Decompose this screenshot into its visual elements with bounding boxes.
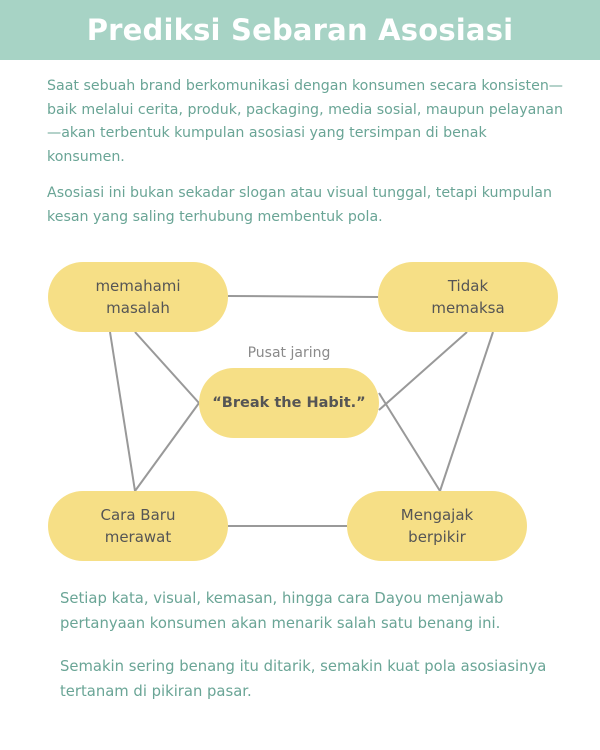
edge-topleft-center [135,332,199,403]
node-line: Cara Baru [100,506,176,524]
node-mengajak-berpikir [347,491,527,561]
edge-topright-bottomright-outer [440,332,493,491]
edge-topright-center [379,332,467,410]
edge-center-bottomright [379,393,440,491]
edge-topleft-bottomleft-outer [110,332,135,491]
node-tidak-memaksa [378,262,558,332]
outro-paragraph-2: Semakin sering benang itu ditarik, semakin kuat pola asosiasinya tertanam di pikiran pasar. [60,658,547,700]
node-cara-baru-merawat [48,491,228,561]
center-text: “Break the Habit.” [212,395,366,411]
intro-paragraph-1: Saat sebuah brand berkomunikasi dengan konsumen secara konsisten—baik melalui cerita, produk, packaging, media sosial, maupun pelayanan—akan terbentuk kumpulan asosiasi yang tersimpan di benak konsumen. [47,78,563,165]
node-line: memahami [95,277,181,295]
node-line: merawat [104,528,172,546]
node-memahami-masalah [48,262,228,332]
node-line: masalah [106,299,170,317]
node-line: memaksa [431,299,505,317]
intro-paragraph-2: Asosiasi ini bukan sekadar slogan atau visual tunggal, tetapi kumpulan kesan yang saling terhubung membentuk pola. [47,185,552,225]
node-line: Tidak [447,277,489,295]
node-line: Mengajak [400,506,474,524]
edge-topleft-topright [228,296,378,297]
outro-paragraph-1: Setiap kata, visual, kemasan, hingga cara Dayou menjawab pertanyaan konsumen akan menarik salah satu benang ini. [60,590,504,632]
node-line: berpikir [408,528,466,546]
page-title: Prediksi Sebaran Asosiasi [86,13,514,47]
center-caption: Pusat jaring [247,345,331,361]
edge-center-bottomleft [135,403,199,491]
node-center-break-the-habit [199,368,379,438]
